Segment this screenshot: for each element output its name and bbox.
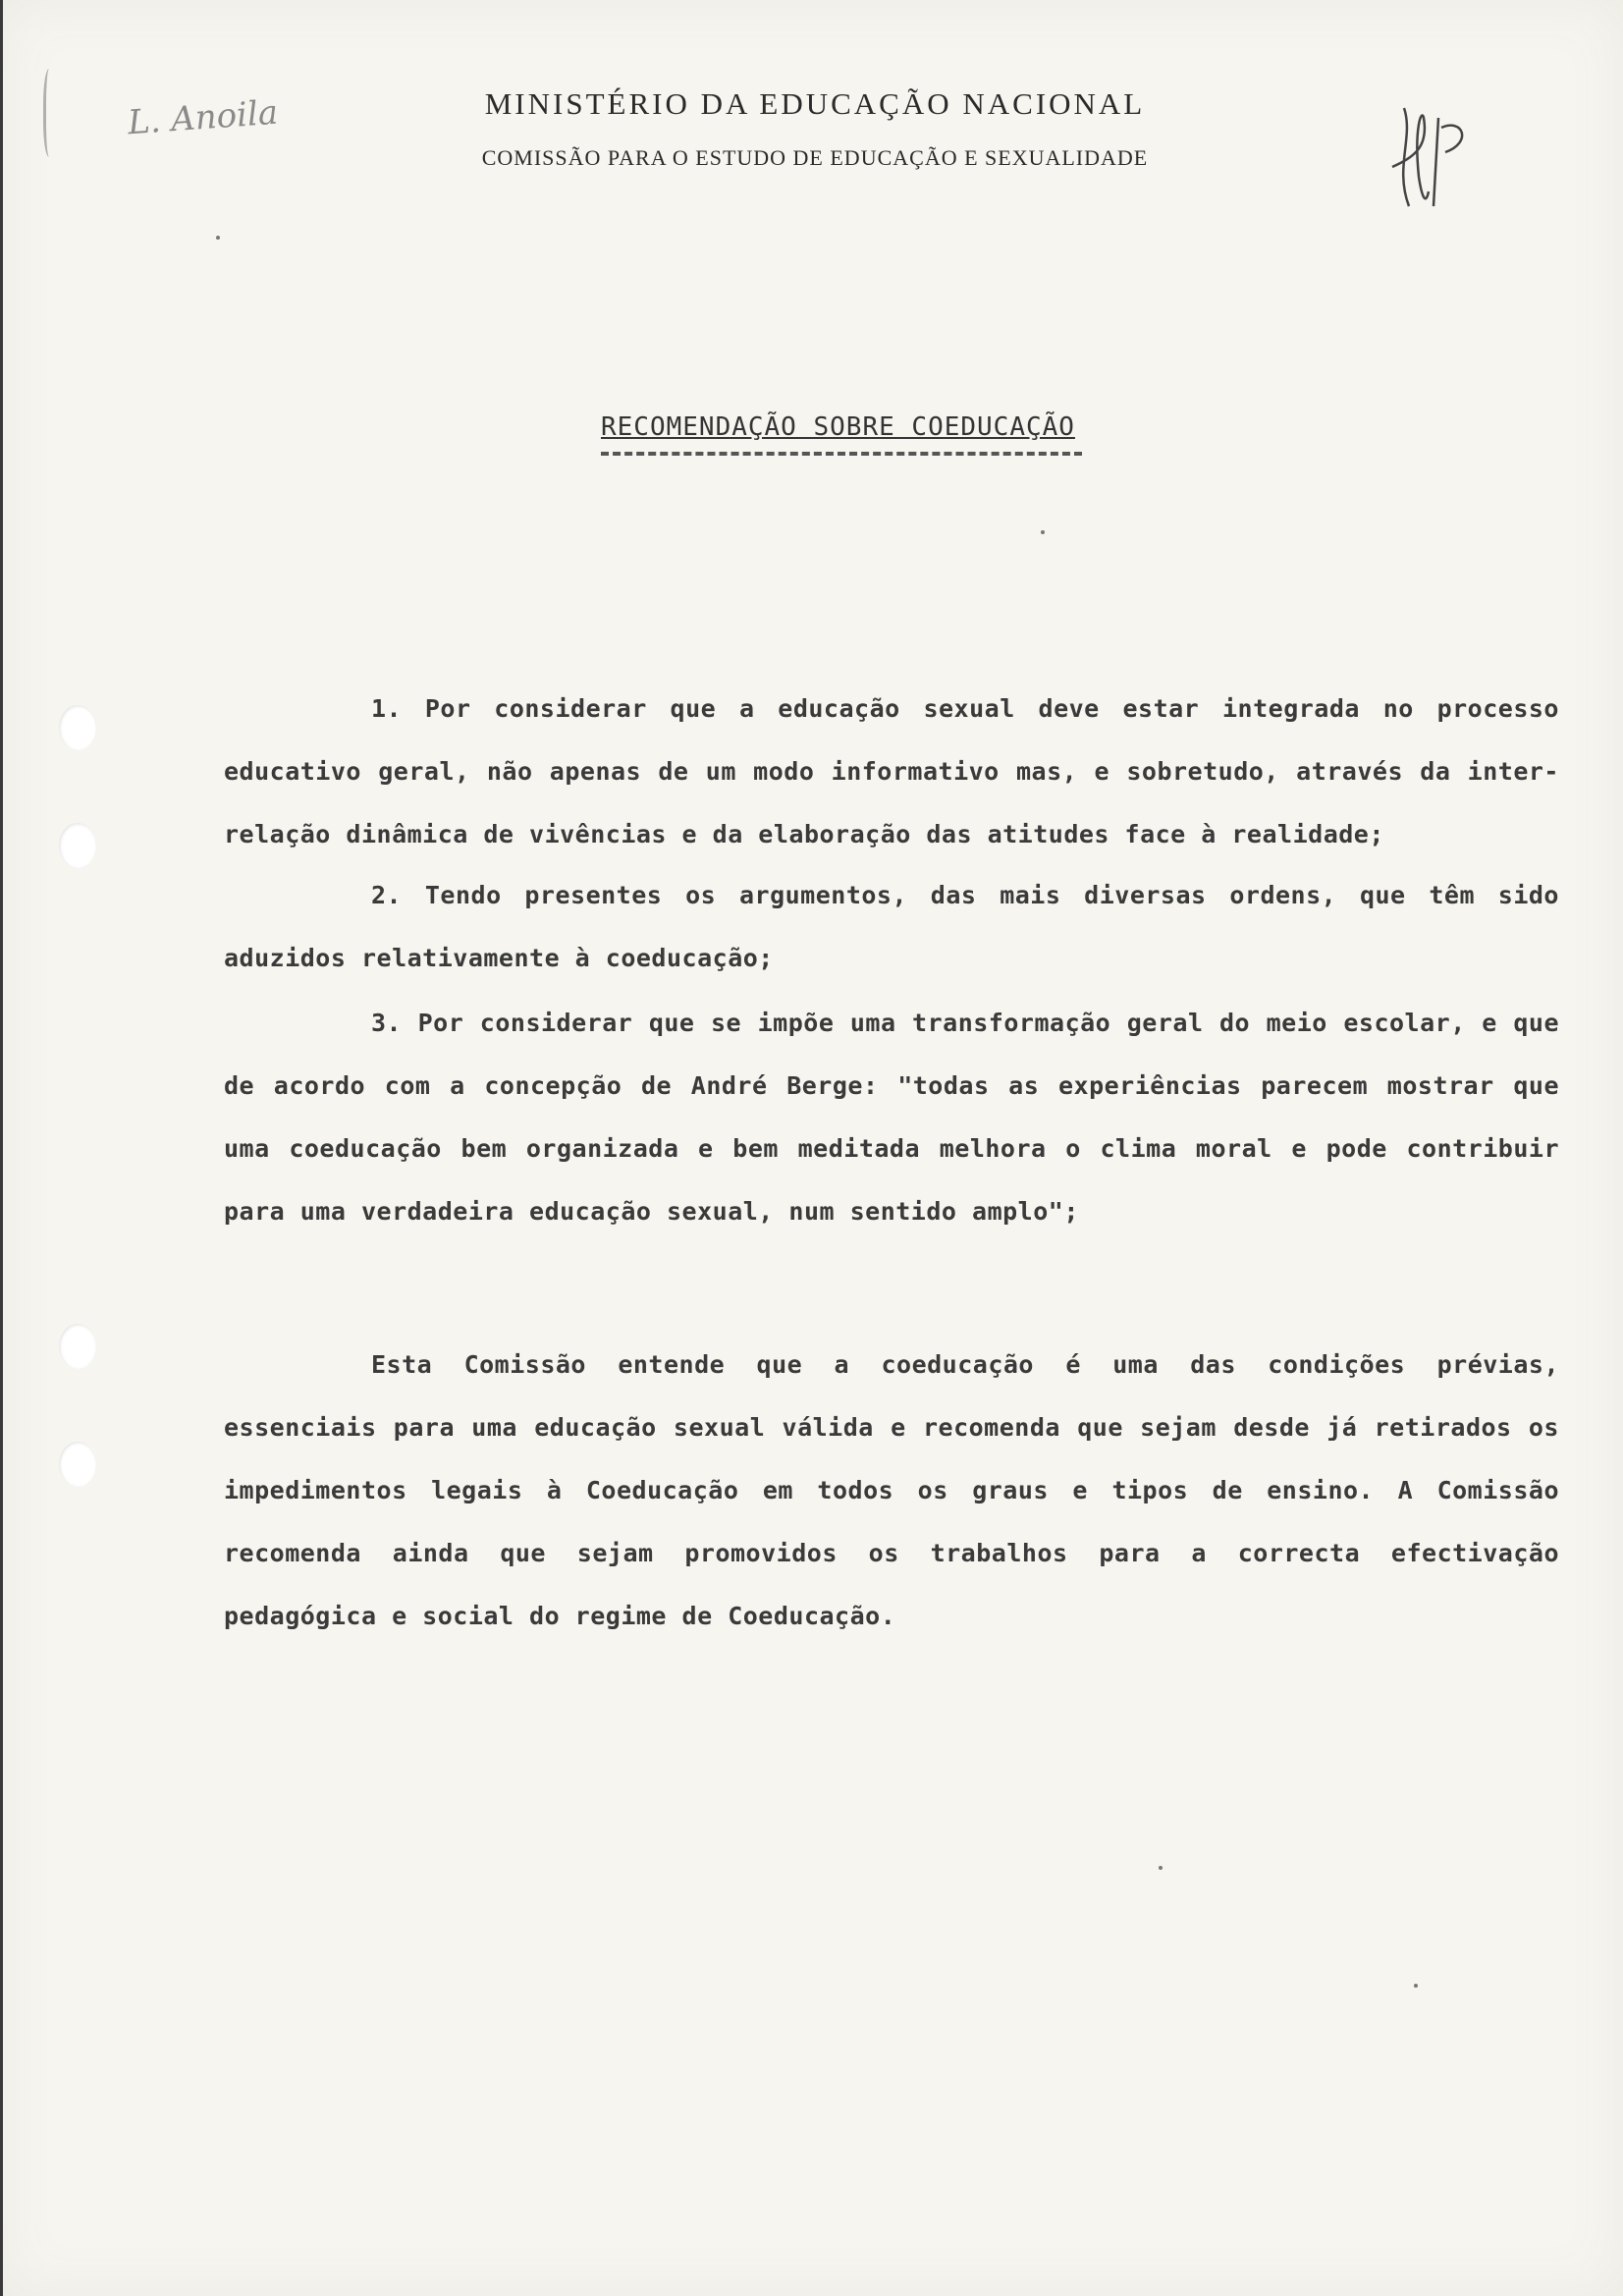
paragraph-1 <box>224 678 1559 866</box>
punch-hole <box>59 823 96 868</box>
punch-hole <box>59 1442 96 1487</box>
recommendation-paragraph <box>224 1334 1559 1648</box>
page-edge <box>0 0 3 2296</box>
pencil-mark <box>43 69 58 157</box>
speck <box>1159 1866 1163 1870</box>
punch-hole <box>59 705 96 750</box>
paragraph-text: 2. Tendo presentes os argumentos, das mais diversas ordens, que têm sido aduzidos relativamente à coeducação; <box>224 881 1559 972</box>
punch-hole <box>59 1324 96 1369</box>
handwritten-initials-signature <box>1384 98 1483 216</box>
speck <box>1041 530 1045 534</box>
paragraph-2 <box>224 864 1559 990</box>
paragraph-text: Esta Comissão entende que a coeducação é uma das condições prévias, essenciais para uma educação sexual válida e recomenda que sejam desde já retirados os impedimentos legais à Coeducação em todos os graus e tipos de ensino. A Comissão recomenda ainda que sejam promovidos os trabalhos para a correcta efectivação pedagógica e social do regime de Coeducação. <box>224 1350 1559 1630</box>
paragraph-text: 3. Por considerar que se impõe uma transformação geral do meio escolar, e que de acordo com a concepção de André Berge: "todas as experiências parecem mostrar que uma coeducação bem organizada e bem meditada melhora o clima moral e pode contribuir para uma verdadeira educação sexual, num sentido amplo"; <box>224 1009 1559 1226</box>
paragraph-3 <box>224 992 1559 1243</box>
speck <box>1414 1984 1418 1988</box>
paragraph-text: 1. Por considerar que a educação sexual deve estar integrada no processo educativo geral, não apenas de um modo informativo mas, e sobretudo, através da inter-relação dinâmica de vivências e da elaboração das atitudes face à realidade; <box>224 694 1559 848</box>
title-underline <box>601 452 1082 456</box>
document-title: RECOMENDAÇÃO SOBRE COEDUCAÇÃO <box>601 412 1075 442</box>
handwritten-annotation: L. Anoila <box>126 92 280 143</box>
commission-subheading: COMISSÃO PARA O ESTUDO DE EDUCAÇÃO E SEXUALIDADE <box>481 145 1149 170</box>
ministry-heading: MINISTÉRIO DA EDUCAÇÃO NACIONAL <box>484 86 1146 121</box>
speck <box>216 236 220 240</box>
